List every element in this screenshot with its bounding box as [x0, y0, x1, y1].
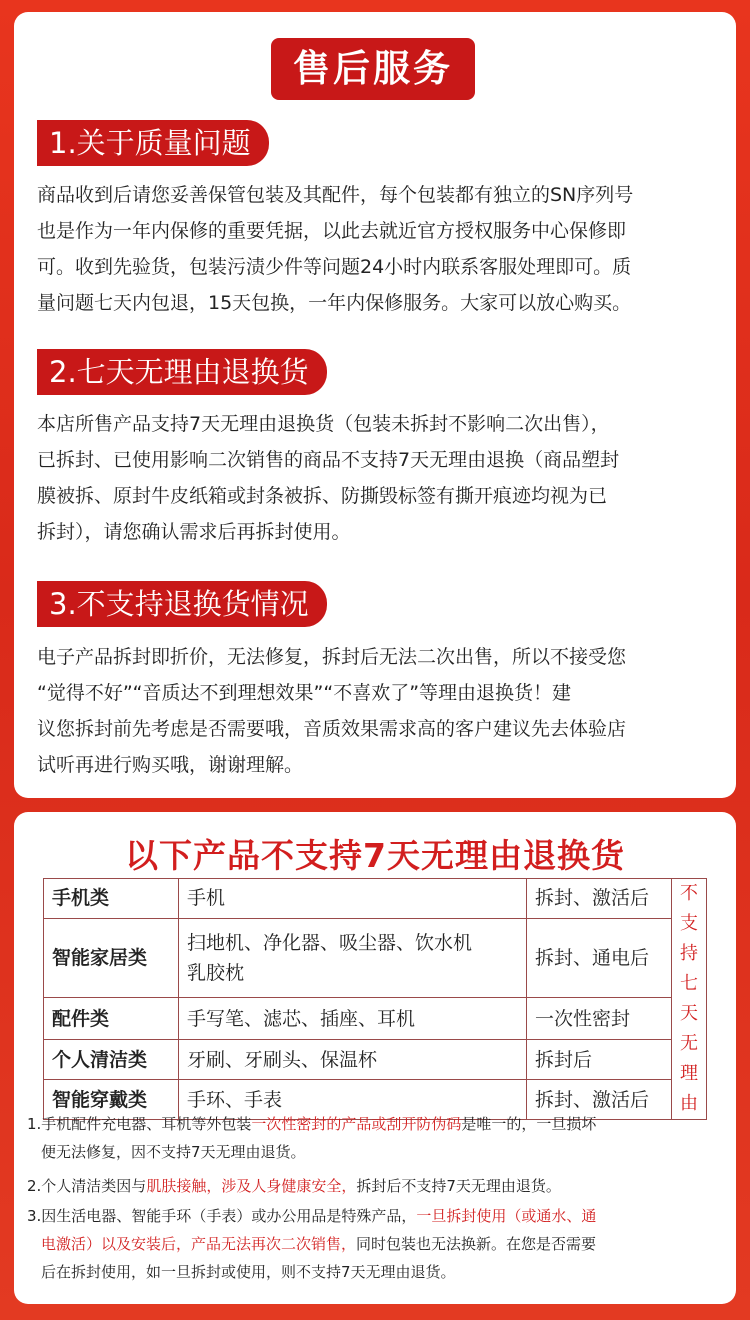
side-label: [672, 879, 707, 1120]
section-text-quality: [37, 177, 723, 321]
table-row: [44, 879, 707, 919]
note-text: 3.因生活电器、智能手环（手表）或办公用品是特殊产品，: [27, 1207, 417, 1225]
condition-cell: 拆封、通电后: [527, 918, 672, 998]
items-cell: 手机: [179, 879, 527, 919]
note-3: [27, 1202, 727, 1286]
note-highlight: 一次性密封的产品或刮开防伪码: [251, 1115, 462, 1133]
note-highlight: 电激活）以及安装后，产品无法再次二次销售，: [41, 1235, 357, 1253]
note-text: 便无法修复，因不支持7天无理由退货。: [41, 1143, 306, 1161]
section-title-quality: 1.关于质量问题: [37, 120, 269, 166]
note-highlight: 肌肤接触，涉及人身健康安全，: [146, 1177, 357, 1195]
condition-cell: 拆封后: [527, 1040, 672, 1080]
items-cell: 手写笔、滤芯、插座、耳机: [179, 998, 527, 1040]
text-line: 商品收到后请您妥善保管包装及其配件，每个包装都有独立的SN序列号: [37, 184, 634, 206]
section-title-no-return: 3.不支持退换货情况: [37, 581, 327, 627]
condition-cell: 一次性密封: [527, 998, 672, 1040]
items-cell: 牙刷、牙刷头、保温杯: [179, 1040, 527, 1080]
text-line: 量问题七天内包退，15天包换，一年内保修服务。大家可以放心购买。: [37, 292, 632, 314]
text-line: 电子产品拆封即折价，无法修复，拆封后无法二次出售，所以不接受您: [37, 646, 627, 668]
side-char: 天: [680, 1003, 698, 1024]
category-cell: 配件类: [44, 998, 179, 1040]
condition-cell: 拆封、激活后: [527, 879, 672, 919]
items-line: 扫地机、净化器、吸尘器、饮水机: [187, 932, 473, 955]
table-title: 以下产品不支持7天无理由退换货: [125, 836, 625, 875]
condition-cell: 拆封、激活后: [527, 1080, 672, 1120]
text-line: 也是作为一年内保修的重要凭据，以此去就近官方授权服务中心保修即: [37, 220, 627, 242]
note-text: 2.个人清洁类因与: [27, 1177, 147, 1195]
text-line: 膜被拆、原封牛皮纸箱或封条被拆、防撕毁标签有撕开痕迹均视为已: [37, 485, 608, 507]
text-line: 议您拆封前先考虑是否需要哦，音质效果需求高的客户建议先去体验店: [37, 718, 627, 740]
section-text-no-return: [37, 639, 723, 783]
text-line: 试听再进行购买哦，谢谢理解。: [37, 754, 304, 776]
side-char: 支: [680, 913, 698, 934]
note-2: [27, 1172, 727, 1200]
items-cell: [179, 918, 527, 998]
table-row: [44, 1040, 707, 1080]
table-row: [44, 918, 707, 998]
text-line: 可。收到先验货，包装污渍少件等问题24小时内联系客服处理即可。质: [37, 256, 632, 278]
note-1: [27, 1110, 727, 1166]
note-highlight: 一旦拆封使用（或通水、通: [416, 1207, 597, 1225]
text-line: “觉得不好”“音质达不到理想效果”“不喜欢了”等理由退换货！建: [37, 682, 572, 704]
category-cell: 智能家居类: [44, 918, 179, 998]
side-char: 由: [680, 1093, 698, 1114]
note-text: 1.手机配件充电器、耳机等外包装: [27, 1115, 252, 1133]
note-text: 拆封后不支持7天无理由退货。: [356, 1177, 561, 1195]
category-cell: 手机类: [44, 879, 179, 919]
side-char: 七: [680, 973, 698, 994]
items-cell: 手环、手表: [179, 1080, 527, 1120]
note-text: 是唯一的，一旦损坏: [461, 1115, 597, 1133]
page-title: 售后服务: [271, 38, 475, 100]
side-char: 不: [680, 883, 698, 904]
side-char: 持: [680, 943, 698, 964]
text-line: 拆封），请您确认需求后再拆封使用。: [37, 521, 351, 543]
note-text: 同时包装也无法换新。在您是否需要: [356, 1235, 597, 1253]
side-char: 理: [680, 1063, 698, 1084]
note-text: 后在拆封使用，如一旦拆封或使用，则不支持7天无理由退货。: [41, 1263, 456, 1281]
section-text-seven-day-return: [37, 406, 723, 550]
product-table: [43, 878, 707, 1120]
table-row: [44, 998, 707, 1040]
side-char: 无: [680, 1033, 698, 1054]
text-line: 本店所售产品支持7天无理由退换货（包装未拆封不影响二次出售），: [37, 413, 610, 435]
items-line: 乳胶枕: [187, 962, 245, 985]
category-cell: 智能穿戴类: [44, 1080, 179, 1120]
text-line: 已拆封、已使用影响二次销售的商品不支持7天无理由退换（商品塑封: [37, 449, 620, 471]
section-title-seven-day-return: 2.七天无理由退换货: [37, 349, 327, 395]
category-cell: 个人清洁类: [44, 1040, 179, 1080]
